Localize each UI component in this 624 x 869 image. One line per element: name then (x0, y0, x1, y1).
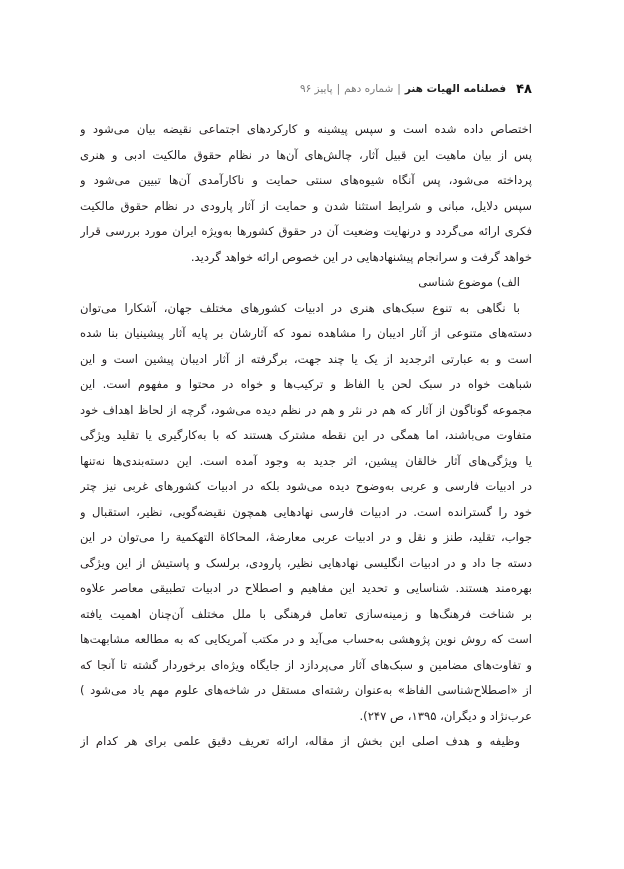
header-separator: | (336, 83, 341, 95)
page-number: ۴۸ (516, 81, 532, 97)
text-line: فکری ارائه می‌گردد و درنهایت وضعیت آن در حقوق کشورها به‌ویژه ایران مورد بررسی قرار (80, 224, 532, 238)
text-line: است و به عبارتی اثرجدید از یک یا چند جهت، برگرفته از آثار ادیبان پیشین است و این (80, 351, 532, 366)
text-line: سپس دلایل، مبانی و شرایط استثنا شدن و حمایت از آثار پارودی در نظام حقوق مالکیت (80, 198, 532, 213)
text-line: بر شناخت فرهنگ‌ها و زمینه‌سازی تعامل فرهنگی با ملل مختلف آن‌چنان اهمیت یافته (80, 606, 532, 621)
text-line: شباهت خواه در سبک لحن یا الفاظ و ترکیب‌ها و خواه در محتوا و مفهوم است. این (80, 377, 532, 391)
text-line: با نگاهی به تنوع سبک‌های هنری در ادبیات کشورهای مختلف جهان، آشکارا می‌توان (80, 300, 520, 315)
text-line: خود را گسترانده است. در ادبیات فارسی نهادهایی همچون نقیضه‌گویی، نظیر، استقبال و (80, 504, 532, 519)
header-separator: | (397, 83, 401, 95)
text-line: دسته‌های متنوعی از آثار ادیبان را مشاهده نمود که آثارشان بر پایه آثار پیشینیان بنا شده (80, 326, 532, 340)
journal-title: فصلنامه الهیات هنر (404, 83, 507, 95)
text-line: و تفاوت‌های مضامین و سبک‌های آثار می‌پردازد از جایگاه ویژه‌ای برخوردار گشته تا آنجا که (80, 657, 532, 672)
text-line: مجموعه گوناگون از آثار که هم در نثر و هم در نظم دیده می‌شود، گرچه از لحاظ اهداف خود (80, 402, 532, 417)
text-line: دسته جا داد و در ادبیات انگلیسی نهادهایی نظیر، پارودی، برلسک و پاستیش از این ویژگی (80, 555, 532, 570)
text-line: پس از بیان ماهیت این قبیل آثار، چالش‌های آن‌ها در نظام حقوق مالکیت ادبی و هنری (80, 147, 532, 162)
issue-season: پاییز ۹۶ (299, 83, 333, 95)
article-body (80, 117, 532, 755)
text-line: جواب، تقلید، طنز و نقل و در ادبیات عربی معارضهٔ، المحاکاة التهکمیة را می‌توان در این (80, 530, 532, 544)
running-header (300, 78, 532, 100)
text-line: بهره‌مند هستند. شناسایی و تحدید این مفاهیم و اصطلاح در ادبیات تطبیقی معاصر علاوه (80, 581, 532, 595)
text-line: وظیفه و هدف اصلی این بخش از مقاله، ارائه تعریف دقیق علمی برای هر کدام از (80, 734, 520, 748)
text-line: متفاوت می‌باشند، اما همگی در این نقطه مشترک هستند که با به‌کارگیری یا تقلید ویژگی (80, 428, 532, 442)
section-heading: الف) موضوع شناسی (418, 275, 520, 289)
text-line: پرداخته می‌شود، پس آنگاه شیوه‌های سنتی حمایت و ناکارآمدی آن‌ها تبیین می‌شود و (80, 173, 532, 187)
text-line: اختصاص داده شده است و سپس پیشینه و کارکردهای اجتماعی نقیضه بیان می‌شود و (80, 122, 532, 136)
text-line: از «اصطلاح‌شناسی الفاظ» به‌عنوان رشته‌ای مستقل در شاخه‌های علوم مهم یاد می‌شود ) (80, 683, 532, 697)
text-line: در ادبیات فارسی و عربی به‌وضوح دیده می‌شود بلکه در ادبیات کشورهای غربی نیز چتر (80, 479, 532, 493)
paragraph-topic (80, 296, 532, 730)
paragraph-intro (80, 117, 532, 270)
text-line: است که روش نوین پژوهشی به‌حساب می‌آید و در مکتب آمریکایی که به مطالعه مشابهت‌ها (80, 632, 532, 646)
text-line: خواهد گرفت و سرانجام پیشنهادهایی در این خصوص ارائه خواهد گردید. (190, 249, 532, 264)
text-line: یا ویژگی‌های آثار خالقان پیشین، اثر جدید به وجود آمده است. این دسته‌بندی‌ها نه‌تنها (80, 453, 532, 468)
text-line: عرب‌نژاد و دیگران، ۱۳۹۵، ص ۲۴۷). (359, 708, 532, 723)
paragraph-purpose (80, 729, 532, 755)
issue-number: شماره دهم (344, 83, 394, 95)
